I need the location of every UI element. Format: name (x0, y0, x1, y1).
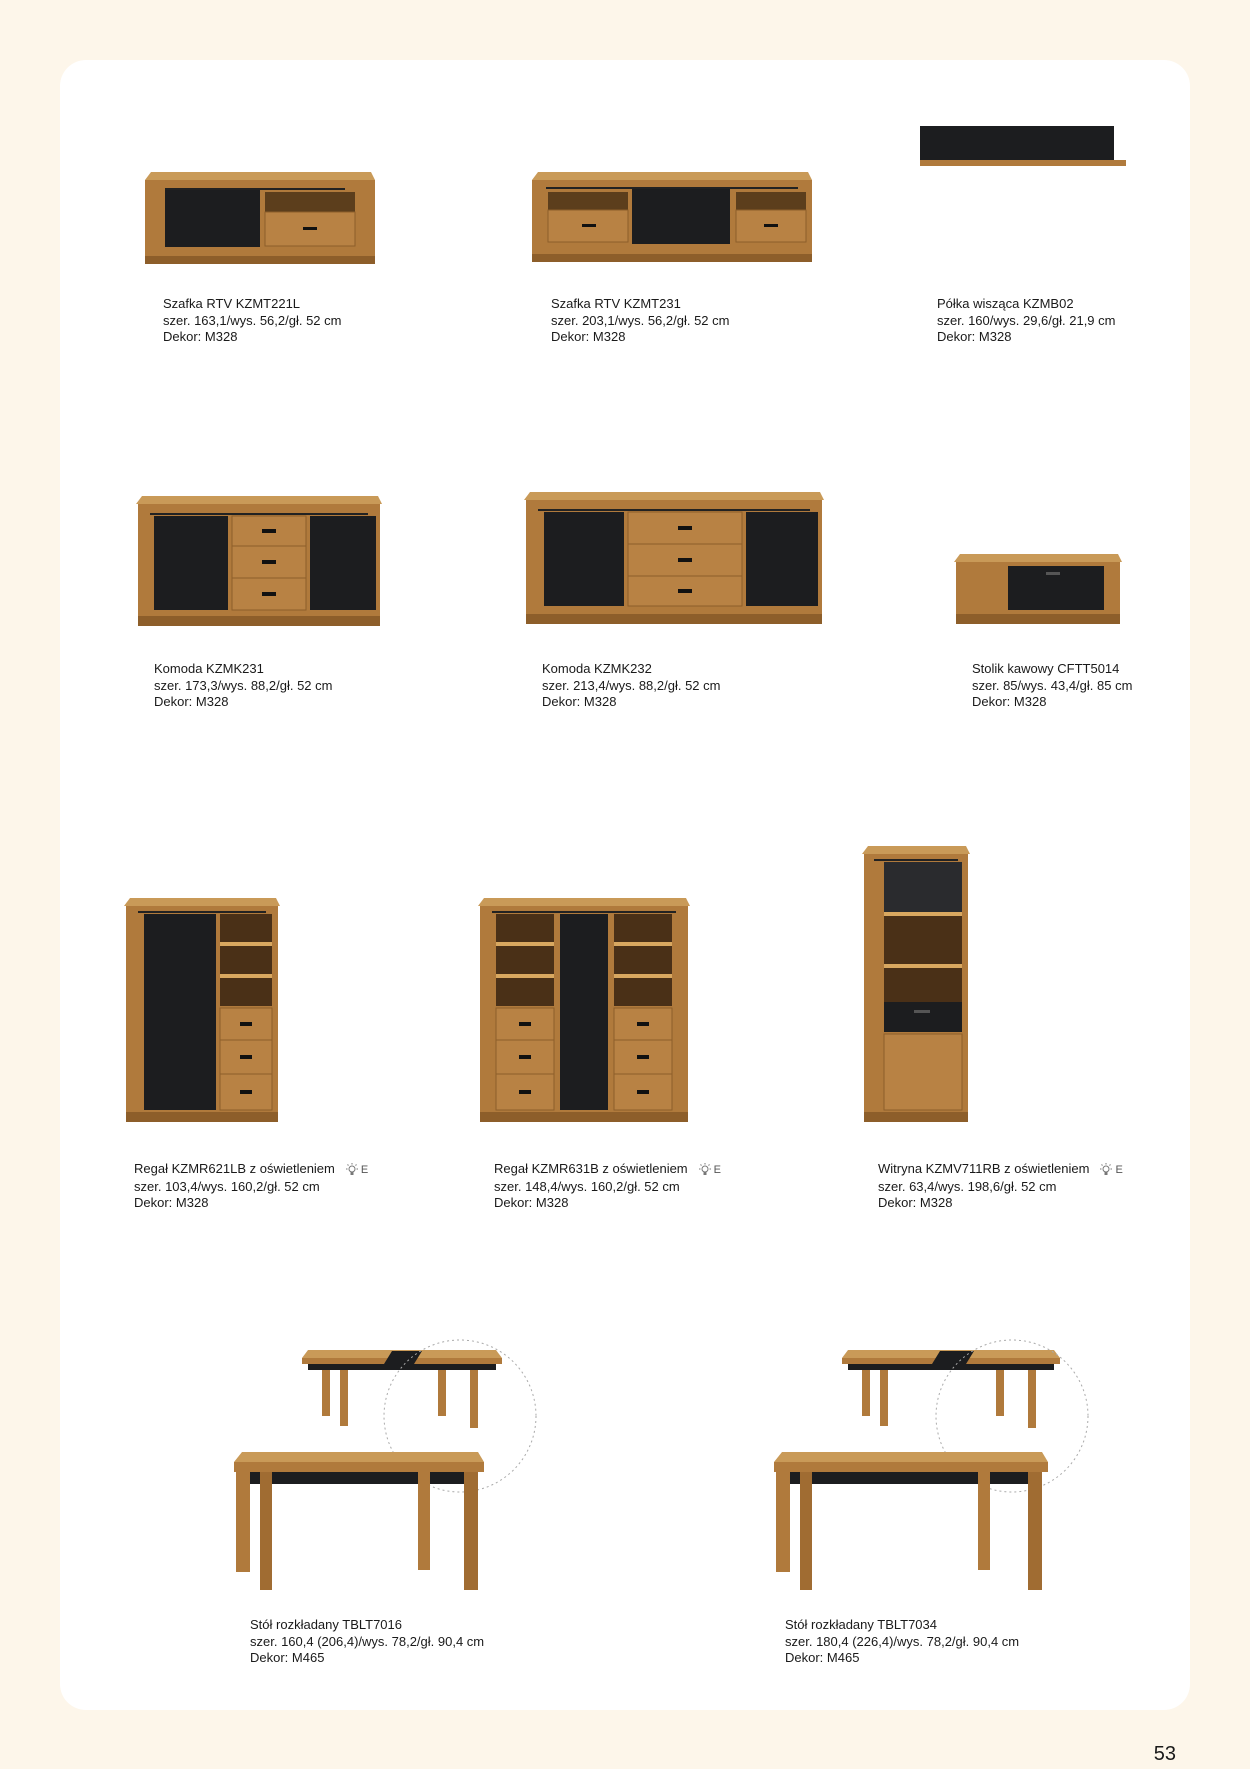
product-decor: Dekor: M465 (785, 1650, 860, 1665)
product-decor: Dekor: M328 (972, 694, 1047, 709)
product-caption (972, 661, 1132, 711)
product-dimensions: szer. 160,4 (206,4)/wys. 78,2/gł. 90,4 cm (250, 1633, 485, 1649)
product-name: Stół rozkładany TBLT7034 (785, 1617, 937, 1632)
product-name: Stół rozkładany TBLT7016 (250, 1617, 402, 1632)
product-image-szafka-kzmt221l (145, 170, 375, 270)
product-decor: Dekor: M465 (250, 1650, 325, 1665)
product-caption (494, 1161, 721, 1212)
product-image-polka-kzmb02 (920, 126, 1126, 168)
product-dimensions: szer. 85/wys. 43,4/gł. 85 cm (972, 677, 1133, 693)
product-image-regal-kzmr631b (478, 898, 690, 1128)
product-dimensions: szer. 163,1/wys. 56,2/gł. 52 cm (163, 312, 342, 328)
product-dimensions: szer. 63,4/wys. 198,6/gł. 52 cm (878, 1178, 1057, 1194)
product-image-szafka-kzmt231 (532, 170, 812, 266)
light-bulb-icon (1099, 1163, 1113, 1177)
product-dimensions: szer. 160/wys. 29,6/gł. 21,9 cm (937, 312, 1116, 328)
product-name: Półka wisząca KZMB02 (937, 296, 1074, 311)
product-image-komoda-kzmk231 (136, 494, 382, 630)
product-decor: Dekor: M328 (937, 329, 1012, 344)
product-decor: Dekor: M328 (154, 694, 229, 709)
product-dimensions: szer. 103,4/wys. 160,2/gł. 52 cm (134, 1178, 320, 1194)
product-name: Regał KZMR631B z oświetleniem (494, 1161, 688, 1176)
product-name: Komoda KZMK232 (542, 661, 652, 676)
product-decor: Dekor: M328 (878, 1195, 953, 1210)
product-caption (542, 661, 720, 711)
product-name: Witryna KZMV711RB z oświetleniem (878, 1161, 1090, 1176)
product-name: Szafka RTV KZMT231 (551, 296, 681, 311)
product-caption (134, 1161, 368, 1212)
product-image-regal-kzmr621lb (124, 898, 280, 1128)
product-dimensions: szer. 213,4/wys. 88,2/gł. 52 cm (542, 677, 721, 693)
product-decor: Dekor: M328 (163, 329, 238, 344)
energy-class: E (713, 1164, 721, 1176)
product-caption (937, 296, 1115, 346)
product-name: Stolik kawowy CFTT5014 (972, 661, 1120, 676)
product-image-komoda-kzmk232 (524, 490, 824, 630)
product-dimensions: szer. 203,1/wys. 56,2/gł. 52 cm (551, 312, 730, 328)
product-image-stol-tblt7034 (772, 1338, 1088, 1592)
product-caption (250, 1617, 484, 1667)
product-caption (785, 1617, 1019, 1667)
product-caption (878, 1161, 1123, 1212)
product-decor: Dekor: M328 (494, 1195, 569, 1210)
product-caption (551, 296, 729, 346)
product-dimensions: szer. 148,4/wys. 160,2/gł. 52 cm (494, 1178, 680, 1194)
product-dimensions: szer. 180,4 (226,4)/wys. 78,2/gł. 90,4 cm (785, 1633, 1020, 1649)
page-number: 53 (1153, 1743, 1176, 1765)
product-caption (154, 661, 332, 711)
product-name: Szafka RTV KZMT221L (163, 296, 301, 311)
product-name: Komoda KZMK231 (154, 661, 264, 676)
energy-class: E (1115, 1164, 1123, 1176)
product-decor: Dekor: M328 (542, 694, 617, 709)
product-decor: Dekor: M328 (551, 329, 626, 344)
energy-class: E (360, 1164, 369, 1176)
product-dimensions: szer. 173,3/wys. 88,2/gł. 52 cm (154, 677, 333, 693)
light-bulb-icon (345, 1163, 359, 1177)
product-caption (163, 296, 341, 346)
product-image-witryna-kzmv711rb (862, 846, 970, 1128)
product-name: Regał KZMR621LB z oświetleniem (134, 1161, 335, 1176)
light-bulb-icon (698, 1163, 712, 1177)
product-image-stol-tblt7016 (232, 1338, 536, 1592)
product-decor: Dekor: M328 (134, 1195, 209, 1210)
product-image-stolik-cftt5014 (954, 554, 1122, 630)
